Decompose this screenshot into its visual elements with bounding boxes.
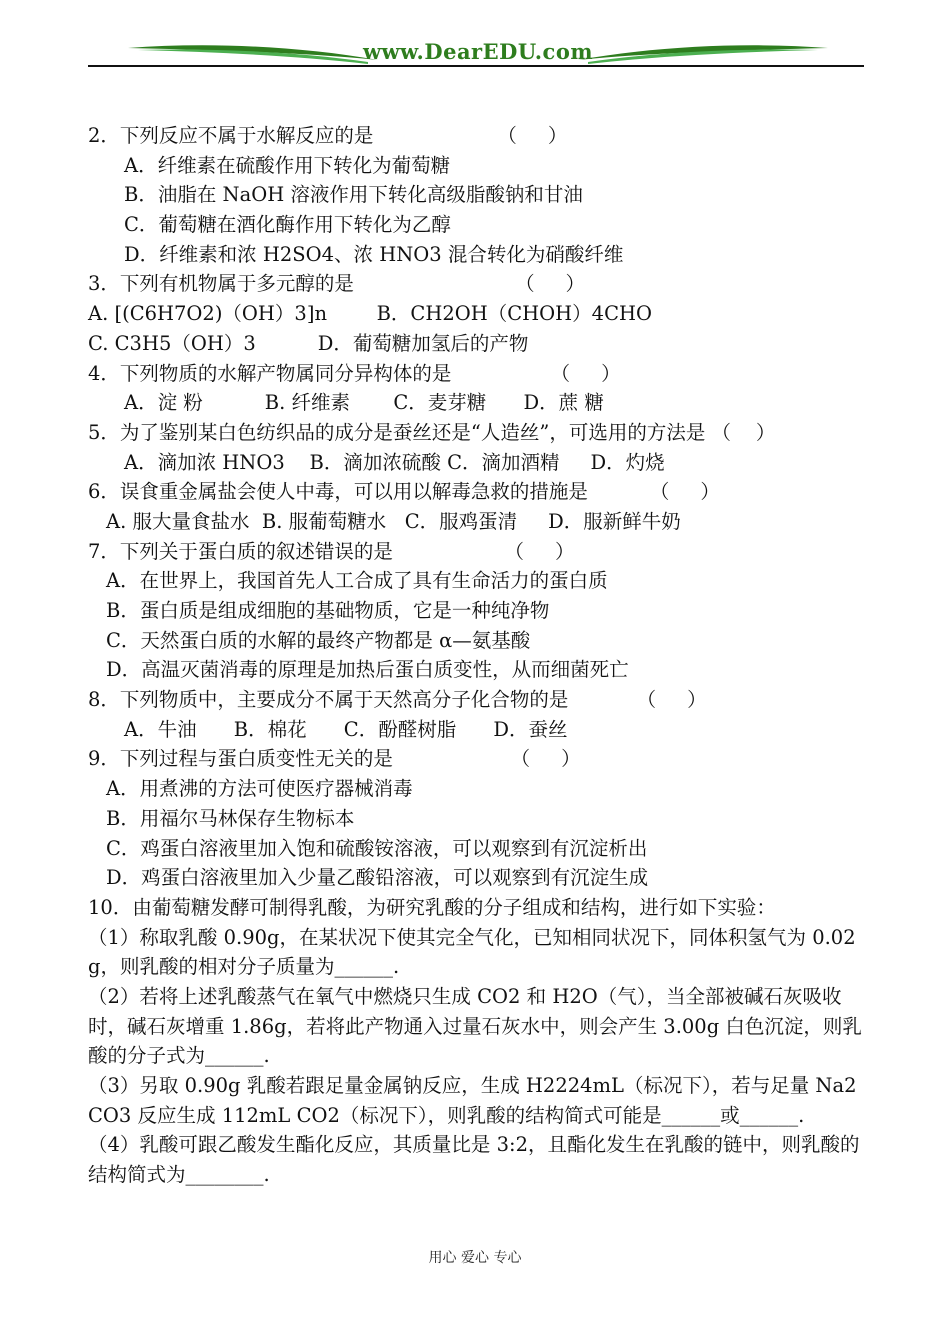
question-6-stem: 6．误食重金属盐会使人中毒，可以用以解毒急救的措施是 （ ）	[88, 480, 720, 504]
question-9-option-c: C．鸡蛋白溶液里加入饱和硫酸铵溶液，可以观察到有沉淀析出	[106, 836, 648, 860]
question-5-options: A．滴加浓 HNO3 B．滴加浓硫酸 C．滴加酒精 D．灼烧	[124, 450, 665, 474]
question-9-option-d: D．鸡蛋白溶液里加入少量乙酸铅溶液，可以观察到有沉淀生成	[106, 866, 649, 890]
question-6-options: A. 服大量食盐水 B. 服葡萄糖水 C．服鸡蛋清 D．服新鲜牛奶	[106, 509, 681, 533]
question-content	[88, 121, 868, 1190]
question-9-option-a: A．用煮沸的方法可使医疗器械消毒	[106, 777, 413, 801]
logo-text: www.DearEDU.com	[362, 39, 594, 64]
question-9-option-b: B．用福尔马林保存生物标本	[106, 806, 355, 830]
question-7-option-c: C．天然蛋白质的水解的最终产物都是 α—氨基酸	[106, 628, 531, 652]
question-10-part-2: （2）若将上述乳酸蒸气在氧气中燃烧只生成 CO2 和 H2O（气），当全部被碱石灰吸收时，碱石灰增重 1.86g，若将此产物通入过量石灰水中，则会产生 3.00g 白色沉淀，则乳酸的分子式为______.	[88, 984, 862, 1068]
question-7-option-a: A．在世界上，我国首先人工合成了具有生命活力的蛋白质	[106, 569, 608, 593]
question-2-option-a: A．纤维素在硫酸作用下转化为葡萄糖	[124, 153, 451, 177]
site-logo	[128, 38, 828, 66]
header-divider	[88, 65, 864, 67]
question-10-part-1: （1）称取乳酸 0.90g，在某状况下使其完全气化，已知相同状况下，同体积氢气为 0.02g，则乳酸的相对分子质量为______.	[88, 925, 856, 979]
question-3-options-ab: A. [(C6H7O2)（OH）3]n B．CH2OH（CHOH）4CHO	[88, 302, 652, 326]
question-10-stem: 10．由葡萄糖发酵可制得乳酸，为研究乳酸的分子组成和结构，进行如下实验：	[88, 895, 776, 919]
page-footer: 用心 爱心 专心	[428, 1250, 522, 1266]
question-4-stem: 4．下列物质的水解产物属同分异构体的是 （ ）	[88, 361, 621, 385]
question-9-stem: 9．下列过程与蛋白质变性无关的是 （ ）	[88, 747, 581, 771]
question-3-stem: 3．下列有机物属于多元醇的是 （ ）	[88, 272, 586, 296]
question-4-options: A．淀 粉 B. 纤维素 C．麦芽糖 D．蔗 糖	[124, 391, 604, 415]
question-8-options: A．牛油 B．棉花 C．酚醛树脂 D．蚕丝	[124, 717, 568, 741]
question-7-option-b: B．蛋白质是组成细胞的基础物质，它是一种纯净物	[106, 599, 550, 622]
question-10-part-4: （4）乳酸可跟乙酸发生酯化反应，其质量比是 3:2，且酯化发生在乳酸的链中，则乳酸的结构简式为________.	[88, 1133, 860, 1187]
question-7-option-d: D．高温灭菌消毒的原理是加热后蛋白质变性，从而细菌死亡	[106, 658, 629, 682]
question-10-part-3: （3）另取 0.90g 乳酸若跟足量金属钠反应，生成 H2224mL（标况下），若与足量 Na2CO3 反应生成 112mL CO2（标况下），则乳酸的结构简式可能是______或______.	[88, 1074, 857, 1127]
question-3-options-cd: C. C3H5（OH）3 D．葡萄糖加氢后的产物	[88, 331, 529, 355]
question-5-stem: 5．为了鉴别某白色纺织品的成分是蚕丝还是“人造丝”，可选用的方法是 （ ）	[88, 420, 776, 444]
question-8-stem: 8．下列物质中，主要成分不属于天然高分子化合物的是 （ ）	[88, 688, 707, 712]
question-2-option-b: B．油脂在 NaOH 溶液作用下转化高级脂酸钠和甘油	[124, 183, 583, 207]
question-2-option-c: C．葡萄糖在酒化酶作用下转化为乙醇	[124, 213, 451, 237]
question-2-stem: 2．下列反应不属于水解反应的是 （ ）	[88, 124, 568, 147]
question-2-option-d: D．纤维素和浓 H2SO4、浓 HNO3 混合转化为硝酸纤维	[124, 242, 624, 266]
page-header	[88, 36, 864, 70]
question-7-stem: 7．下列关于蛋白质的叙述错误的是 （ ）	[88, 539, 575, 563]
